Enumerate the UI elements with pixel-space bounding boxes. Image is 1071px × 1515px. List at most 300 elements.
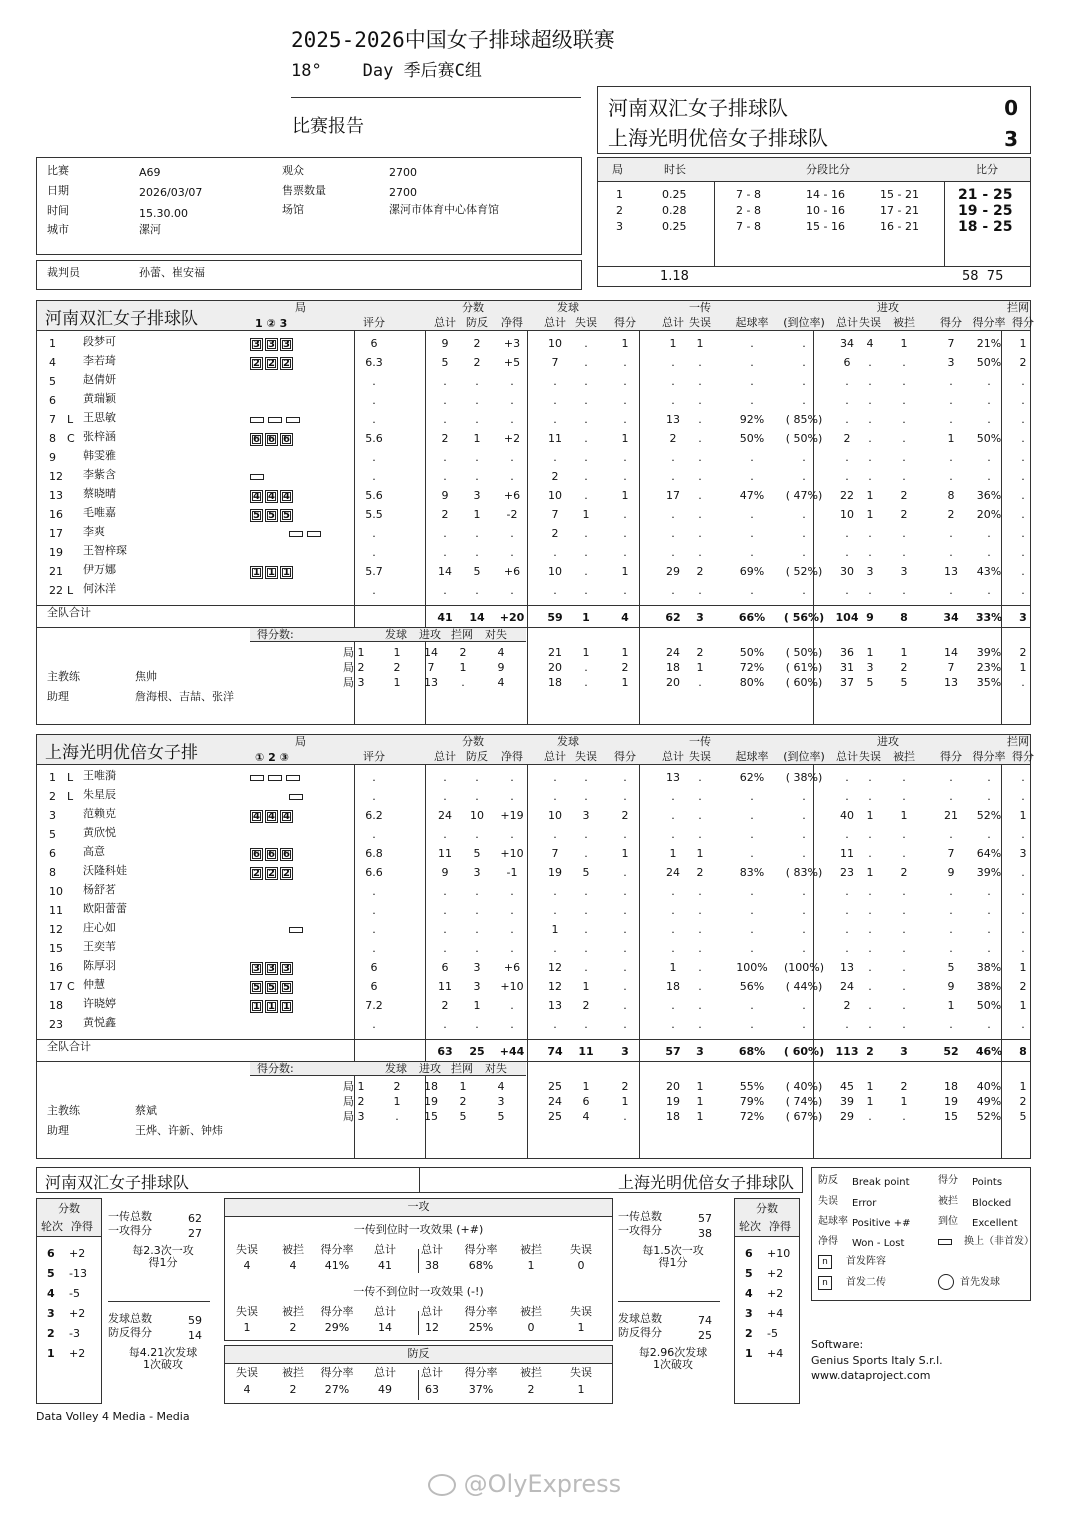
stat-err: . (868, 546, 872, 559)
player-name: 陈厚羽 (83, 959, 116, 972)
stat-pos: . (750, 584, 754, 597)
set-row-stat: 80% (739, 676, 765, 689)
stat-pts: . (623, 828, 627, 841)
set-row-stat: 1 (1019, 1080, 1027, 1093)
start-position-box: 2 (280, 357, 293, 370)
sub-in-mark (286, 775, 300, 781)
stat-pts: . (949, 584, 953, 597)
set-p3: 15 - 21 (880, 188, 919, 201)
stat-tot: . (553, 790, 557, 803)
player-name: 黄欣悦 (83, 826, 116, 839)
score-team-b: 上海光明优倍女子排球队 (608, 126, 828, 150)
stat-rating: 7.2 (365, 999, 383, 1012)
stat-tot: 24 (840, 980, 854, 993)
stat-tot: 2 (669, 432, 677, 445)
stat-tot: 9 (441, 866, 449, 879)
stat-tot: . (845, 923, 849, 936)
stat-tot: . (845, 942, 849, 955)
col-pct: 得分率 (972, 750, 1006, 763)
stat-bp: . (475, 771, 479, 784)
score-sets-b: 3 (1004, 127, 1018, 151)
group-blk: 拦网 (1007, 301, 1029, 314)
fa-bad-value: 2 (289, 1321, 297, 1334)
set-row-stat: 7 (947, 661, 955, 674)
stat-pct: 52% (976, 809, 1002, 822)
set-header: 局 (295, 301, 306, 314)
fa-good-value: 4 (243, 1259, 251, 1272)
stat-pos: . (750, 942, 754, 955)
stat-err: 1 (582, 980, 590, 993)
fa-good-value: 68% (468, 1259, 494, 1272)
col-tot: 总计 (434, 750, 456, 763)
rotation-box-b (734, 1198, 800, 1404)
rotation-net: +2 (767, 1287, 784, 1300)
setpts-col: 对失 (485, 628, 507, 641)
stat-blkp: 2 (1019, 980, 1027, 993)
setpts-col: 进攻 (419, 1062, 441, 1075)
sub-in-mark (286, 417, 300, 423)
stat-pct: 20% (976, 508, 1002, 521)
total-err: 11 (578, 1045, 594, 1058)
stat-rating: . (372, 375, 376, 388)
player-role: C (67, 432, 75, 445)
stat-tot: . (443, 1018, 447, 1031)
stat-err: . (584, 961, 588, 974)
stat-blo: . (902, 546, 906, 559)
stat-tot: . (671, 999, 675, 1012)
sets-header-score: 比分 (976, 163, 998, 176)
stat-pos: 69% (739, 565, 765, 578)
stat-err: . (584, 923, 588, 936)
set-row-stat: 1 (1019, 661, 1027, 674)
stat-tot: . (553, 584, 557, 597)
stat-tot: 13 (840, 961, 854, 974)
fa-good-title: 一传到位时一攻效果 (+#) (353, 1223, 484, 1236)
stat-pts: . (623, 375, 627, 388)
stat-tot: . (553, 546, 557, 559)
setpts-col: 进攻 (419, 628, 441, 641)
stat-rating: 5.7 (365, 565, 383, 578)
set-s: 18 - 25 (958, 219, 1013, 235)
player-name: 王唯漪 (83, 769, 116, 782)
stat-err: . (584, 904, 588, 917)
stat-pts: . (623, 790, 627, 803)
stat-err: . (698, 809, 702, 822)
start-position-box: 4 (280, 810, 293, 823)
city-label: 城市 (47, 223, 69, 236)
ca-value: 27% (324, 1383, 350, 1396)
stat-tot: . (553, 904, 557, 917)
stat-bp: . (475, 923, 479, 936)
stat-pos: . (750, 394, 754, 407)
stat-net: +19 (500, 809, 524, 822)
date-label: 日期 (47, 184, 69, 197)
stat-exc: . (802, 356, 806, 369)
set-row-stat: 18 (666, 1110, 680, 1123)
ca-divider (418, 1370, 419, 1400)
stat-net: . (510, 375, 514, 388)
a-every: 每2.3次一攻 (132, 1244, 194, 1257)
stat-pts: . (623, 1018, 627, 1031)
stat-pct: 50% (976, 999, 1002, 1012)
stat-err: . (698, 828, 702, 841)
total-divider (37, 605, 1030, 606)
total-net: +44 (499, 1045, 525, 1058)
set-row-stat: 1 (621, 646, 629, 659)
start-position-box: 2 (265, 867, 278, 880)
set-row-stat: . (698, 676, 702, 689)
set-row-stat: 18 (666, 661, 680, 674)
total-points: 58 75 (962, 269, 1004, 284)
set-row-stat: 4 (582, 1110, 590, 1123)
fa-col-header: 得分率 (464, 1305, 498, 1318)
rotation-net: -5 (69, 1287, 80, 1300)
col-err: 失误 (689, 750, 711, 763)
stat-net: . (510, 885, 514, 898)
bottom-team-a-name-box (36, 1167, 420, 1193)
stat-tot: 2 (843, 999, 851, 1012)
set-row-stat: 3 (866, 661, 874, 674)
group-serve: 发球 (557, 301, 579, 314)
stat-err: . (698, 771, 702, 784)
stat-bp: 3 (473, 980, 481, 993)
stat-tot: . (443, 546, 447, 559)
stat-tot: . (671, 527, 675, 540)
rotation-net: +2 (69, 1347, 86, 1360)
fa-col-header: 失误 (236, 1305, 258, 1318)
stat-pts: 3 (947, 356, 955, 369)
stat-blo: . (902, 923, 906, 936)
legend-desc: 首先发球 (960, 1277, 1000, 1288)
stat-err: . (698, 375, 702, 388)
total-tot: 74 (547, 1045, 563, 1058)
stat-err: . (868, 451, 872, 464)
player-number: 6 (49, 847, 56, 860)
legend-term: 得分 (938, 1175, 958, 1186)
player-name: 朱星辰 (83, 788, 116, 801)
total-tot: 104 (835, 611, 859, 624)
stat-err: . (584, 489, 588, 502)
stat-blo: 2 (900, 866, 908, 879)
b-recv-total-value: 57 (698, 1212, 712, 1225)
col-divider (639, 765, 640, 1158)
stat-tot: 1 (669, 961, 677, 974)
fa-bad-value: 14 (378, 1321, 392, 1334)
stat-exc: . (802, 942, 806, 955)
stat-blkp: . (1021, 565, 1025, 578)
set-row-stat: 20 (548, 661, 562, 674)
stat-exc: . (802, 394, 806, 407)
player-name: 沃隆科娃 (83, 864, 127, 877)
fa-bad-value: 0 (527, 1321, 535, 1334)
set-row-stat: 18 (424, 1080, 438, 1093)
col-pts: 得分 (940, 316, 962, 329)
stat-pos: . (750, 451, 754, 464)
stat-pct: . (987, 942, 991, 955)
match-label: 比赛 (47, 164, 69, 177)
ca-col-header: 总计 (421, 1366, 443, 1379)
col-err: 失误 (575, 316, 597, 329)
set-row-stat: 14 (944, 646, 958, 659)
stat-tot: . (443, 451, 447, 464)
stat-tot: 10 (548, 489, 562, 502)
stat-tot: 23 (840, 866, 854, 879)
player-role: L (67, 413, 74, 426)
col-pos: 起球率 (735, 750, 769, 763)
legend-desc: Break point (852, 1177, 910, 1188)
stat-blkp: . (1021, 790, 1025, 803)
set-p1: 7 - 8 (736, 188, 761, 201)
group-points: 分数 (462, 301, 484, 314)
set-row-stat: 1 (696, 1080, 704, 1093)
stat-tot: 6 (843, 356, 851, 369)
stat-err: . (698, 432, 702, 445)
stat-err: . (584, 356, 588, 369)
stat-net: +10 (500, 980, 524, 993)
group-serve: 发球 (557, 735, 579, 748)
stat-pts: . (623, 942, 627, 955)
rotation-title: 分数 (58, 1202, 80, 1215)
stat-pct: 36% (976, 489, 1002, 502)
set-row-stat: 5 (1019, 1110, 1027, 1123)
set-p2: 10 - 16 (806, 204, 845, 217)
stat-blkp: . (1021, 375, 1025, 388)
stat-blo: . (902, 885, 906, 898)
stat-pct: . (987, 1018, 991, 1031)
rotation-net: +2 (767, 1267, 784, 1280)
set-row-stat: 13 (424, 676, 438, 689)
total-pts: 52 (943, 1045, 959, 1058)
set-position-marks (250, 866, 295, 880)
legend-term: 净得 (818, 1236, 838, 1247)
set-row-stat: 19 (424, 1095, 438, 1108)
stat-pts: . (949, 451, 953, 464)
set-row-stat: 1 (582, 1080, 590, 1093)
stat-exc: . (802, 809, 806, 822)
set-position-marks (250, 961, 295, 975)
stat-err: . (584, 375, 588, 388)
set-row-stat: 5 (459, 1110, 467, 1123)
fa-bad-value: 25% (468, 1321, 494, 1334)
sets-header-duration: 时长 (664, 163, 686, 176)
player-name: 欧阳蕾蕾 (83, 902, 127, 915)
player-number: 1 (49, 337, 56, 350)
group-recv: 一传 (689, 301, 711, 314)
stat-pts: . (949, 413, 953, 426)
col-rating: 评分 (363, 750, 385, 763)
player-number: 1 (49, 771, 56, 784)
stat-tot: . (845, 470, 849, 483)
stat-blkp: 1 (1019, 961, 1027, 974)
stat-exc: . (802, 1018, 806, 1031)
player-number: 23 (49, 1018, 63, 1031)
stat-pos: . (750, 999, 754, 1012)
stat-err: 4 (866, 337, 874, 350)
start-position-box: 4 (265, 810, 278, 823)
stat-err: . (584, 565, 588, 578)
player-name: 许晓婷 (83, 997, 116, 1010)
set-position-marks (250, 432, 295, 446)
stat-bp: . (475, 942, 479, 955)
set-position-marks (250, 999, 295, 1013)
stat-net: +2 (503, 432, 521, 445)
start-position-box: 1 (250, 566, 263, 579)
stat-err: 3 (582, 809, 590, 822)
stat-pct: . (987, 546, 991, 559)
set-row-stat: 49% (976, 1095, 1002, 1108)
stat-tot: 1 (669, 847, 677, 860)
rotation-number: 5 (47, 1267, 55, 1280)
set-row-stat: 24 (548, 1095, 562, 1108)
stat-net: +5 (503, 356, 521, 369)
stat-net: . (510, 1018, 514, 1031)
total-blo: 8 (900, 611, 908, 624)
stat-net: . (510, 771, 514, 784)
stat-blkp: . (1021, 584, 1025, 597)
stat-blo: . (902, 413, 906, 426)
stat-rating: . (372, 923, 376, 936)
stat-err: . (584, 451, 588, 464)
stat-err: . (584, 828, 588, 841)
col-tot: 总计 (836, 750, 858, 763)
player-name: 仲慧 (83, 978, 105, 991)
stat-net: +3 (503, 337, 521, 350)
player-number: 8 (49, 432, 56, 445)
b-recv-total-label: 一传总数 (618, 1210, 662, 1223)
stat-tot: . (671, 1018, 675, 1031)
stat-tot: . (443, 790, 447, 803)
set-row-stat: 20 (666, 676, 680, 689)
col-divider (639, 331, 640, 724)
rotation-number: 6 (745, 1247, 753, 1260)
stat-blo: 1 (900, 809, 908, 822)
stat-pct: . (987, 885, 991, 898)
total-pos: 66% (738, 611, 766, 624)
setpts-label: 得分数: (257, 628, 294, 641)
stat-bp: . (475, 584, 479, 597)
stat-tot: 7 (551, 356, 559, 369)
player-number: 5 (49, 828, 56, 841)
set-row-stat: . (902, 1110, 906, 1123)
page-title: 2025-2026中国女子排球超级联赛 (291, 28, 615, 52)
stat-blkp: . (1021, 904, 1025, 917)
stat-pos: . (750, 923, 754, 936)
player-number: 15 (49, 942, 63, 955)
stat-tot: 13 (666, 413, 680, 426)
ca-col-header: 失误 (570, 1366, 592, 1379)
fa-bad-title: 一传不到位时一攻效果 (-!) (353, 1285, 484, 1298)
player-name: 韩雯雅 (83, 449, 116, 462)
stat-bp: . (475, 470, 479, 483)
stat-err: . (868, 790, 872, 803)
col-bp: 防反 (466, 316, 488, 329)
total-blo: 3 (900, 1045, 908, 1058)
a-counter-label: 防反得分 (108, 1326, 152, 1339)
stat-exc: ( 52%) (785, 565, 823, 578)
set-row-stat: 4 (497, 1080, 505, 1093)
legend-desc: Points (972, 1177, 1003, 1188)
col-err: 失误 (859, 316, 881, 329)
player-name: 范赖克 (83, 807, 116, 820)
stat-tot: . (845, 546, 849, 559)
stat-pos: . (750, 527, 754, 540)
stat-blkp: 2 (1019, 356, 1027, 369)
set-position-marks (250, 337, 295, 351)
stat-pts: . (623, 451, 627, 464)
report-title: 比赛报告 (292, 116, 364, 137)
stat-net: +6 (503, 565, 521, 578)
stat-err: . (698, 584, 702, 597)
stat-tot: 2 (441, 432, 449, 445)
col-blkp: 得分 (1012, 316, 1034, 329)
stat-pts: . (949, 942, 953, 955)
stat-err: 1 (866, 489, 874, 502)
stat-net: . (510, 942, 514, 955)
fa-good-value: 38 (425, 1259, 439, 1272)
fa-col-header: 失误 (570, 1305, 592, 1318)
bottom-team-a-name: 河南双汇女子排球队 (45, 1173, 190, 1192)
stat-pts: 1 (947, 432, 955, 445)
stat-net: . (510, 394, 514, 407)
stat-err: 1 (696, 847, 704, 860)
start-position-box: 4 (250, 490, 263, 503)
stat-pos: 83% (739, 866, 765, 879)
stat-bp: 1 (473, 432, 481, 445)
stat-err: . (868, 847, 872, 860)
set-p2: 14 - 16 (806, 188, 845, 201)
stat-pts: . (623, 584, 627, 597)
stat-exc: . (802, 584, 806, 597)
stat-tot: . (671, 451, 675, 464)
stat-rating: 6.6 (365, 866, 383, 879)
col-net: 净得 (501, 750, 523, 763)
stat-tot: . (671, 375, 675, 388)
total-pct: 46% (975, 1045, 1003, 1058)
set-row-stat: . (584, 661, 588, 674)
stat-tot: . (845, 904, 849, 917)
stat-blo: . (902, 451, 906, 464)
b-every2: 得1分 (658, 1256, 688, 1269)
b-break: 每2.96次发球 (638, 1346, 708, 1359)
col-blkp: 得分 (1012, 750, 1034, 763)
fa-good-value: 0 (577, 1259, 585, 1272)
total-pct: 33% (975, 611, 1003, 624)
set-row-stat: 18 (944, 1080, 958, 1093)
col-exc: (到位率) (783, 750, 825, 763)
starter-box-icon: n (818, 1255, 832, 1269)
stat-tot: . (443, 375, 447, 388)
set-row-stat: . (623, 1110, 627, 1123)
stat-pts: 1 (947, 999, 955, 1012)
fa-good-value: 41 (378, 1259, 392, 1272)
stat-tot: . (443, 470, 447, 483)
ca-value: 63 (425, 1383, 439, 1396)
stat-blkp: . (1021, 394, 1025, 407)
total-tot: 57 (665, 1045, 681, 1058)
fa-col-header: 失误 (236, 1243, 258, 1256)
set-row-label: 局 3 (343, 1110, 365, 1123)
rotation-number: 4 (47, 1287, 55, 1300)
software-company: Genius Sports Italy S.r.l. (811, 1354, 943, 1367)
stat-tot: 11 (840, 847, 854, 860)
stat-tot: 1 (669, 337, 677, 350)
stat-tot: 30 (840, 565, 854, 578)
stat-net: . (510, 584, 514, 597)
stat-tot: 24 (438, 809, 452, 822)
ca-col-header: 得分率 (464, 1366, 498, 1379)
stat-pts: 1 (621, 565, 629, 578)
set-row-stat: 1 (459, 661, 467, 674)
